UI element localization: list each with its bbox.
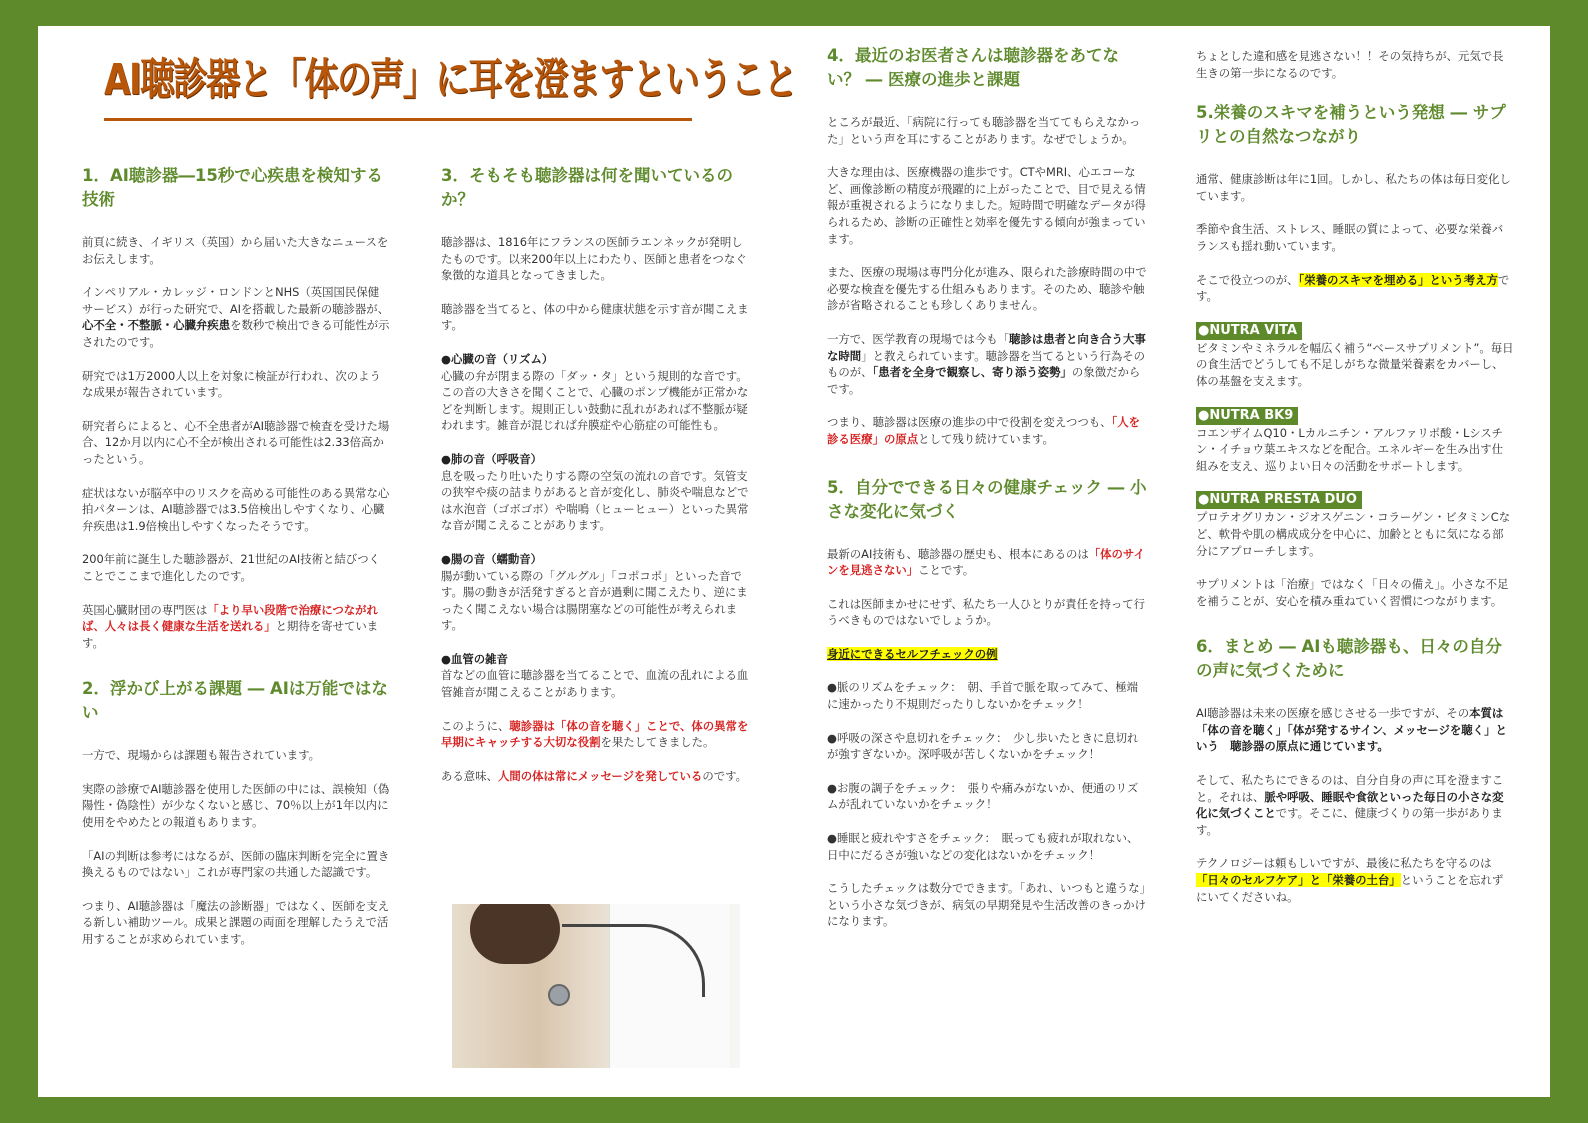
patient-hair-shape — [470, 904, 560, 964]
s4-paragraph: 一方で、医学教育の現場では今も「聴診は患者と向き合う大事な時間」と教えられています。聴診器を当てるという行為そのものが、「患者を全身で観察し、寄り添う姿勢」の象徴だからです。 — [827, 331, 1146, 396]
s2-paragraph: 実際の診療でAI聴診器を使用した医師の中には、誤検知（偽陽性・偽陰性）が少なくないと感じ、70％以上が1年以内に使用をやめたとの報道もあります。 — [82, 781, 390, 830]
s4-paragraph: つまり、聴診器は医療の進歩の中で役割を変えつつも、「人を診る医療」の原点として残り続けています。 — [827, 415, 1141, 446]
s6-paragraph: 通常、健康診断は年に1回。しかし、私たちの体は毎日変化しています。 — [1196, 172, 1511, 203]
vessel-sound-item: ●血管の雑音 首などの血管に聴診器を当てることで、血流の乱れによる血管雑音が聞こえることがあります。 — [441, 651, 749, 700]
product-nutra-vita: ●NUTRA VITA ビタミンやミネラルを幅広く補う“ベースサプリメント”。毎日の食生活でどうしても不足しがちな微量栄養素をカバーし、体の基盤を支えます。 — [1196, 322, 1514, 388]
s7-paragraph: テクノロジーは頼もしいですが、最後に私たちを守るのは「日々のセルフケア」と「栄養の土台」ということを忘れずにいてくださいね。 — [1196, 856, 1504, 904]
s5-closing-paragraph: ちょとした違和感を見逃さない！！その気持ちが、元気で長生きの第一歩になるのです。 — [1196, 49, 1504, 80]
page-title: AI聴診器と「体の声」に耳を澄ますということ — [104, 55, 797, 105]
column-1 — [82, 164, 390, 965]
s1-paragraph: 症状はないが脳卒中のリスクを高める可能性のある異常な心拍パターンは、AI聴診器では3.5倍検出しやすくなり、心臓弁疾患は1.9倍検出しやすくなったそうです。 — [82, 485, 390, 533]
s4-paragraph: ところが最近、「病院に行っても聴診器を当ててもらえなかった」という声を耳にすることがあります。なぜでしょうか。 — [827, 115, 1141, 146]
s1-paragraph: 英国心臓財団の専門医は「より早い段階で治療につながれば、人々は長く健康な生活を送れる」と期待を寄せています。 — [82, 602, 379, 650]
s4-paragraph: 大きな理由は、医療機器の進歩です。CTやMRI、心エコーなど、画像診断の精度が飛躍的に上がったことで、目で見える情報が重視されるようになりました。短時間で明確なデータが得られるため、診断の正確性と効率を優先する傾向が強まっています。 — [827, 165, 1146, 246]
s1-paragraph: 200年前に誕生した聴診器が、21世紀のAI技術と結びつくことでここまで進化したのです。 — [82, 552, 380, 583]
section-1-heading: 1．AI聴診器―15秒で心疾患を検知する技術 — [82, 166, 383, 209]
s6-paragraph: そこで役立つのが、「栄養のスキマを埋める」という考え方です。 — [1196, 272, 1510, 304]
product-tag: ●NUTRA PRESTA DUO — [1196, 491, 1362, 509]
column-4 — [1196, 48, 1514, 922]
self-check-item: ●お腹の調子をチェック： 張りや痛みがないか、便通のリズムが乱れていないかをチェック！ — [827, 780, 1139, 812]
page-sheet — [38, 26, 1550, 1097]
self-check-label: 身近にできるセルフチェックの例 — [827, 646, 998, 661]
s5-paragraph: こうしたチェックは数分でできます。「あれ、いつもと違うな」という小さな気づきが、病気の早期発見や生活改善のきっかけになります。 — [827, 881, 1146, 929]
heart-sound-item: ●心臓の音（リズム） 心臓の弁が閉まる際の「ダッ・タ」という規則的な音です。この音の大きさを聞くことで、心臓のポンプ機能が正常かなどを判断します。規則正しい鼓動に乱れがあれば不整脈が疑われます。雑音が混じれば弁膜症や心筋症の可能性も。 — [441, 351, 749, 433]
s2-paragraph: つまり、AI聴診器は「魔法の診断器」ではなく、医師を支える新しい補助ツール。成果と課題の両面を理解したうえで活用することが求められています。 — [82, 898, 390, 947]
self-check-item: ●呼吸の深さや息切れをチェック： 少し歩いたときに息切れが強すぎないか。深呼吸が苦しくないかをチェック！ — [827, 730, 1139, 762]
s3-paragraph: 聴診器を当てると、体の中から健康状態を示す音が聞こえます。 — [441, 301, 749, 333]
s5-paragraph: これは医師まかせにせず、私たち一人ひとりが責任を持って行うべきものではないでしょうか。 — [827, 596, 1146, 628]
lung-sound-item: ●肺の音（呼吸音） 息を吸ったり吐いたりする際の空気の流れの音です。気管支の狭窄や痰の詰まりがあると音が変化し、肺炎や喘息などでは水泡音（ゴボゴボ）や喘鳴（ヒューヒュー）といった異常な音が聞こえることがあります。 — [441, 451, 749, 533]
title-underline — [104, 118, 692, 121]
column-2 — [441, 164, 753, 801]
s7-paragraph: そして、私たちにできるのは、自分自身の声に耳を澄ますこと。それは、脈や呼吸、睡眠や食欲といった毎日の小さな変化に気づくことです。そこに、健康づくりの第一歩があります。 — [1196, 773, 1504, 837]
doctor-stethoscope-photo — [452, 904, 740, 1068]
stethoscope-icon — [548, 984, 570, 1006]
section-5-heading: 5．自分でできる日々の健康チェック ― 小さな変化に気づく — [827, 477, 1147, 521]
section-4-heading: 4．最近のお医者さんは聴診器をあてない？ ― 医療の進歩と課題 — [827, 46, 1119, 89]
product-nutra-bk9: ●NUTRA BK9 コエンザイムQ10・Lカルニチン・アルファリポ酸・Lシスチン・イチョウ葉エキスなどを配合。エネルギーを生み出す仕組みを支え、巡りよい日々の活動をサポートします。 — [1196, 407, 1503, 473]
product-tag: ●NUTRA BK9 — [1196, 407, 1298, 425]
s4-paragraph: また、医療の現場は専門分化が進み、限られた診療時間の中で必要な検査を優先する仕組みもあります。そのため、聴診や触診が省略されることも珍しくありません。 — [827, 265, 1147, 313]
s2-paragraph: 「AIの判断は参考にはなるが、医師の臨床判断を完全に置き換えるものではない」これが専門家の共通した認識です。 — [82, 848, 390, 880]
section-3-heading: 3．そもそも聴診器は何を聞いているのか？ — [441, 166, 733, 209]
s5-paragraph: 最新のAI技術も、聴診器の歴史も、根本にあるのは「体のサインを見逃さない」ことです。 — [827, 546, 1145, 578]
s1-paragraph: 前頁に続き、イギリス（英国）から届いた大きなニュースをお伝えします。 — [82, 235, 389, 266]
section-2-heading: 2．浮かび上がる課題 ― AIは万能ではない — [82, 679, 388, 723]
section-6-heading: 5.栄養のスキマを補うという発想 ― サプリとの自然なつながり — [1196, 103, 1506, 147]
column-3 — [827, 44, 1149, 947]
self-check-item: ●睡眠と疲れやすさをチェック： 眠っても疲れが取れない、日中にだるさが強いなどの変化はないかをチェック！ — [827, 831, 1139, 862]
s2-paragraph: 一方で、現場からは課題も報告されています。 — [82, 748, 321, 763]
s7-paragraph: AI聴診器は未来の医療を感じさせる一歩ですが、その本質は「体の音を聴く」「体が発するサイン、メッセージを聴く」という 聴診器の原点に通じています。 — [1196, 706, 1507, 754]
self-check-item: ●脈のリズムをチェック： 朝、手首で脈を取ってみて、極端に速かったり不規則だったりしないかをチェック！ — [827, 680, 1138, 712]
s1-paragraph: 研究者らによると、心不全患者がAI聴診器で検査を受けた場合、12か月以内に心不全が検出される可能性は2.33倍高かったという。 — [82, 418, 390, 466]
s6-paragraph: サプリメントは「治療」ではなく「日々の備え」。小さな不足を補うことが、安心を積み重ねていく習慣につながります。 — [1196, 577, 1509, 608]
section-7-heading: 6．まとめ ― AIも聴診器も、日々の自分の声に気づくために — [1196, 637, 1502, 681]
s3-paragraph: 聴診器は、1816年にフランスの医師ラエンネックが発明したものです。以来200年以上にわたり、医師と患者をつなぐ象徴的な道具となってきました。 — [441, 235, 747, 283]
s3-paragraph: ある意味、人間の体は常にメッセージを発しているのです。 — [441, 768, 747, 783]
s1-paragraph: インペリアル・カレッジ・ロンドンとNHS（英国国民保健サービス）が行った研究で、AIを搭載した最新の聴診器が、心不全・不整脈・心臓弁疾患を数秒で検出できる可能性が示されたのです。 — [82, 285, 390, 349]
product-tag: ●NUTRA VITA — [1196, 322, 1302, 340]
s1-paragraph: 研究では1万2000人以上を対象に検証が行われ、次のような成果が報告されています。 — [82, 368, 381, 400]
s3-paragraph: このように、聴診器は「体の音を聴く」ことで、体の異常を早期にキャッチする大切な役割を果たしてきました。 — [441, 718, 749, 750]
product-nutra-presta-duo: ●NUTRA PRESTA DUO プロテオグリカン・ジオスゲニン・コラーゲン・ビタミンCなど、軟骨や肌の構成成分を中心に、加齢とともに気になる部分にアプローチします。 — [1196, 492, 1511, 558]
bowel-sound-item: ●腸の音（蠕動音） 腸が動いている際の「グルグル」「コポコポ」といった音です。腸の動きが活発すぎると音が過剰に聞こえたり、逆にまったく聞こえない場合は腸閉塞などの可能性が考えられます。 — [441, 551, 748, 633]
s6-paragraph: 季節や食生活、ストレス、睡眠の質によって、必要な栄養バランスも揺れ動いています。 — [1196, 222, 1504, 253]
